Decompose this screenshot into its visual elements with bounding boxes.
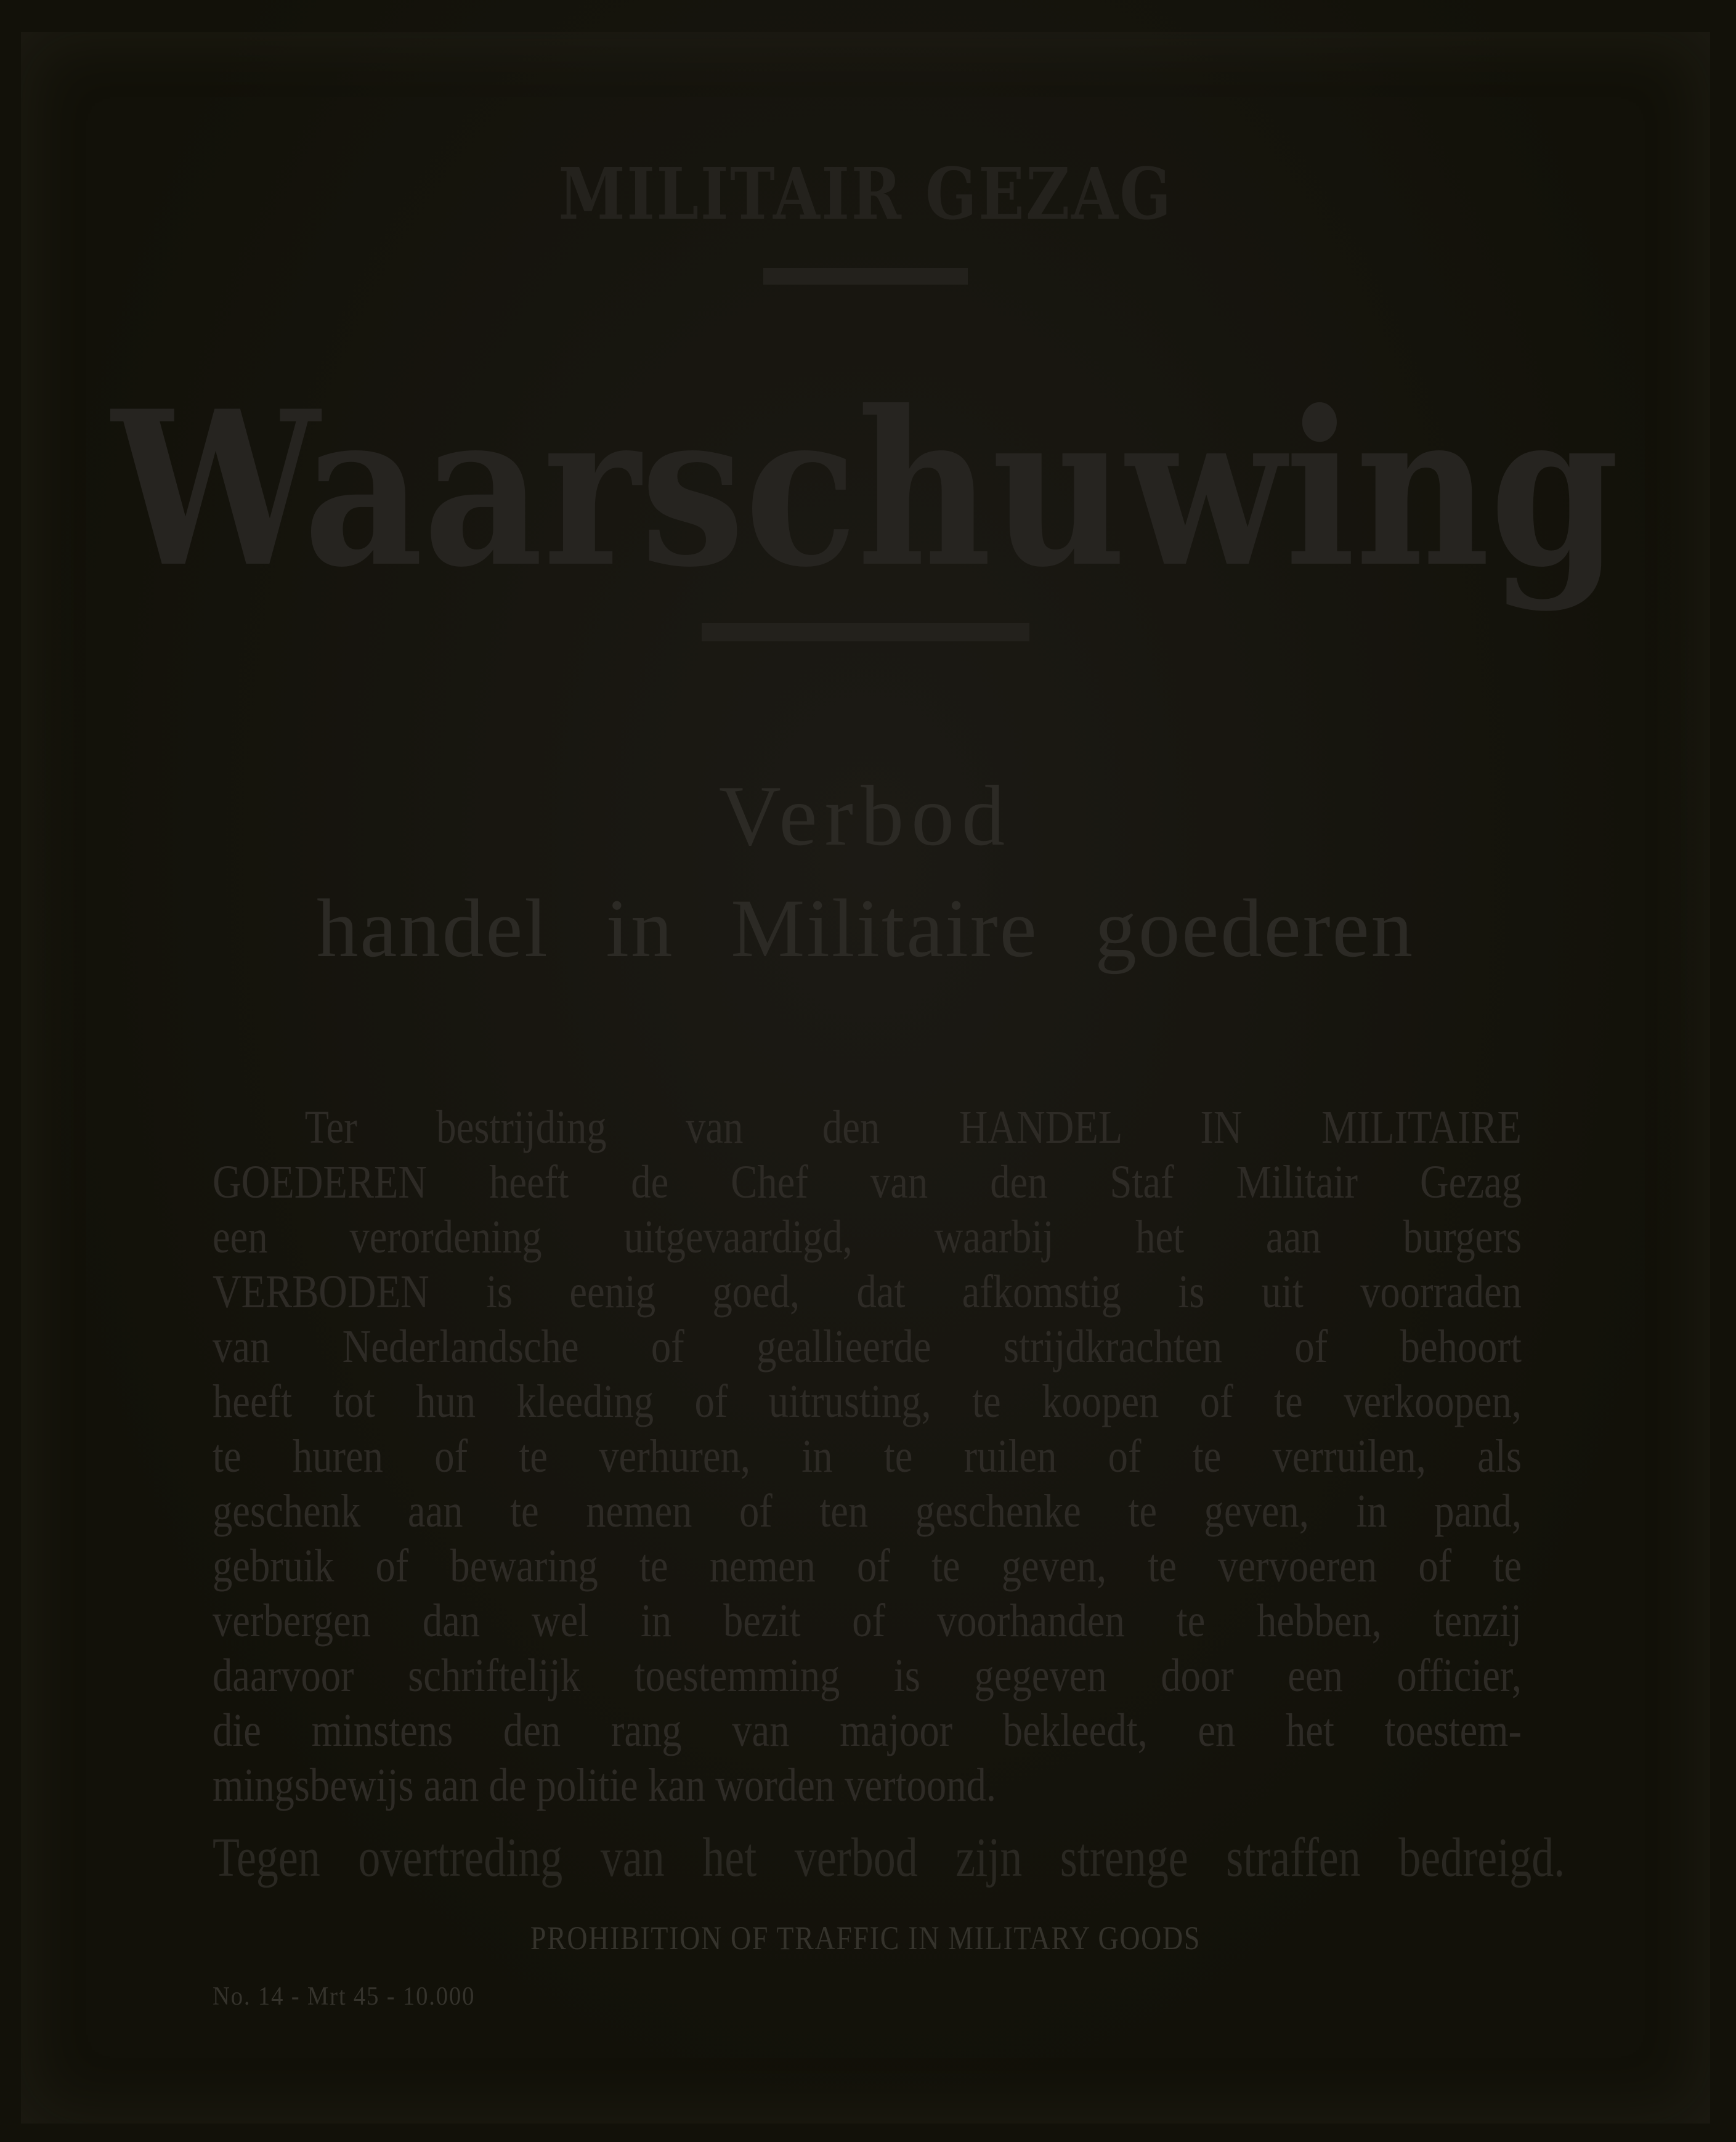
- decree-line: Ter bestrijding van den HANDEL IN MILITAIRE: [304, 1101, 1522, 1153]
- heading-rule: [763, 268, 968, 285]
- decree-line: van Nederlandsche of geallieerde strijdkrachten of behoort: [213, 1321, 1522, 1373]
- subtitle-prohibition: Verbod: [718, 768, 1013, 864]
- decree-line: een verordening uitgevaardigd, waarbij het aan burgers: [213, 1211, 1522, 1263]
- poster-title: Waarschuwing: [112, 365, 1620, 614]
- decree-line: VERBODEN is eenig goed, dat afkomstig is uit voorraden: [213, 1266, 1522, 1318]
- penalty-line: Tegen overtreding van het verbod zijn strenge straffen bedreigd.: [213, 1827, 1565, 1888]
- decree-line: gebruik of bewaring te nemen of te geven, te vervoeren of te: [213, 1540, 1522, 1592]
- subtitle-subject: handel in Militaire goederen: [316, 883, 1415, 975]
- english-translation-caption: PROHIBITION OF TRAFFIC IN MILITARY GOODS: [530, 1920, 1201, 1957]
- decree-line: te huren of te verhuren, in te ruilen of te verruilen, als: [213, 1430, 1522, 1482]
- title-rule: [702, 623, 1029, 641]
- decree-line: GOEDEREN heeft de Chef van den Staf Militair Gezag: [213, 1156, 1522, 1208]
- authority-heading: MILITAIR GEZAG: [558, 153, 1173, 236]
- decree-text: [213, 1100, 1522, 1813]
- imprint-number: No. 14 - Mrt 45 - 10.000: [213, 1982, 476, 2011]
- decree-line: die minstens den rang van majoor bekleedt, en het toestem-: [213, 1705, 1522, 1756]
- decree-line: verbergen dan wel in bezit of voorhanden te hebben, tenzij: [213, 1595, 1522, 1647]
- decree-line: mingsbewijs aan de politie kan worden vertoond.: [213, 1759, 996, 1811]
- decree-line: daarvoor schriftelijk toestemming is gegeven door een officier,: [213, 1650, 1522, 1702]
- poster-paper: [21, 32, 1710, 2124]
- decree-line: heeft tot hun kleeding of uitrusting, te koopen of te verkoopen,: [213, 1376, 1522, 1427]
- decree-line: geschenk aan te nemen of ten geschenke te geven, in pand,: [213, 1485, 1522, 1537]
